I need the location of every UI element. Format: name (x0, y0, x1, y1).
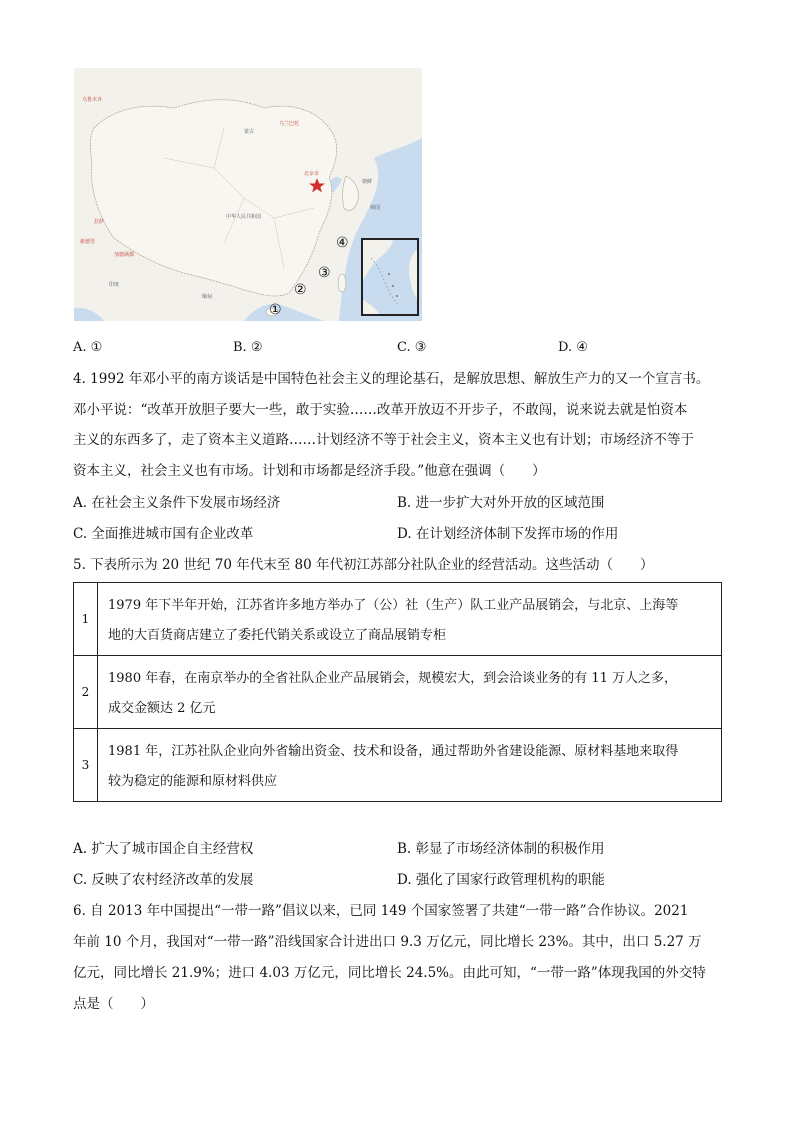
table-row (74, 656, 722, 729)
q3-option-b: B. ② (233, 340, 263, 355)
q4-option-b: B. 进一步扩大对外开放的区域范围 (397, 495, 605, 511)
table-row-number: 1 (74, 583, 98, 656)
row-text-line: 1979 年下半年开始，江苏省许多地方举办了（公）社（生产）队工业产品展销会，与北京、上海等 (108, 598, 679, 613)
map-marker-2: ② (294, 282, 307, 298)
map-label-korea-dprk: 朝鲜 (362, 179, 373, 185)
inset-graphic (363, 240, 417, 314)
table-row (74, 583, 722, 656)
row-text-line: 1981 年，江苏社队企业向外省输出资金、技术和设备，通过帮助外省建设能源、原材料基地来取得 (108, 744, 679, 759)
map-label-korea: 韩国 (370, 205, 381, 211)
map-label-city-left2: 新德里 (80, 239, 96, 245)
q6-stem-line-2: 年前 10 个月，我国对“一带一路”沿线国家合计进出口 9.3 万亿元，同比增长 23%。其中，出口 5.27 万 (73, 934, 702, 950)
q5-option-a: A. 扩大了城市国企自主经营权 (73, 841, 254, 857)
table-row-text (98, 583, 722, 656)
q3-option-a: A. ① (73, 340, 103, 355)
row-text-line: 成交金额达 2 亿元 (108, 701, 216, 716)
table-row-number: 3 (74, 729, 98, 802)
china-map-figure (74, 68, 422, 321)
map-label-india: 印度 (109, 282, 120, 288)
q4-stem-line-4: 资本主义，社会主义也有市场。计划和市场都是经济手段。”他意在强调（ ） (73, 463, 546, 479)
q4-option-a: A. 在社会主义条件下发展市场经济 (73, 495, 281, 511)
map-label-capital: 北京市 (304, 171, 320, 177)
map-label-city-left1: 拉萨 (94, 219, 105, 225)
q4-stem-line-1: 4. 1992 年邓小平的南方谈话是中国特色社会主义的理论基石，是解放思想、解放生产力的又一个宣言书。 (73, 371, 710, 387)
map-label-city-tl: 乌鲁木齐 (82, 97, 103, 103)
q5-stem: 5. 下表所示为 20 世纪 70 年代末至 80 年代初江苏部分社队企业的经营活动。这些活动（ ） (73, 557, 654, 573)
q4-option-d: D. 在计划经济体制下发挥市场的作用 (397, 526, 619, 542)
map-marker-4: ④ (336, 235, 349, 251)
q6-stem-line-4: 点是（ ） (73, 996, 154, 1012)
map-label-country: 中华人民共和国 (226, 214, 262, 220)
q3-option-d: D. ④ (558, 340, 588, 355)
map-label-city-left3: 加德满都 (114, 252, 135, 258)
q6-stem-line-1: 6. 自 2013 年中国提出“一带一路”倡议以来，已同 149 个国家签署了共建“一带一路”合作协议。2021 (73, 903, 689, 919)
q5-option-c: C. 反映了农村经济改革的发展 (73, 872, 254, 888)
south-china-sea-inset (361, 238, 419, 316)
row-text-line: 地的大百货商店建立了委托代销关系或设立了商品展销专柜 (108, 628, 447, 643)
map-marker-1: ① (269, 302, 282, 318)
map-label-city-top: 乌兰巴托 (279, 121, 300, 127)
table-row (74, 729, 722, 802)
q5-option-d: D. 强化了国家行政管理机构的职能 (397, 872, 605, 888)
map-label-myanmar: 缅甸 (202, 294, 213, 300)
map-label-mongolia: 蒙古 (244, 129, 255, 135)
row-text-line: 1980 年春，在南京举办的全省社队企业产品展销会，规模宏大，到会洽谈业务的有 11 万人之多， (108, 671, 678, 686)
map-marker-3: ③ (318, 265, 331, 281)
table-row-text (98, 656, 722, 729)
table-row-text (98, 729, 722, 802)
table-row-number: 2 (74, 656, 98, 729)
q4-stem-line-3: 主义的东西多了，走了资本主义道路……计划经济不等于社会主义，资本主义也有计划；市场经济不等于 (73, 432, 694, 448)
q6-stem-line-3: 亿元，同比增长 21.9%；进口 4.03 万亿元，同比增长 24.5%。由此可知，“一带一路”体现我国的外交特 (73, 965, 706, 981)
q4-stem-line-2: 邓小平说：“改革开放胆子要大一些，敢于实验……改革开放迈不开步子，不敢闯，说来说去就是怕资本 (73, 402, 688, 418)
q4-option-c: C. 全面推进城市国有企业改革 (73, 526, 254, 542)
row-text-line: 较为稳定的能源和原材料供应 (108, 774, 278, 789)
q3-option-c: C. ③ (397, 340, 427, 355)
q5-table (73, 582, 722, 802)
q5-option-b: B. 彰显了市场经济体制的积极作用 (397, 841, 605, 857)
